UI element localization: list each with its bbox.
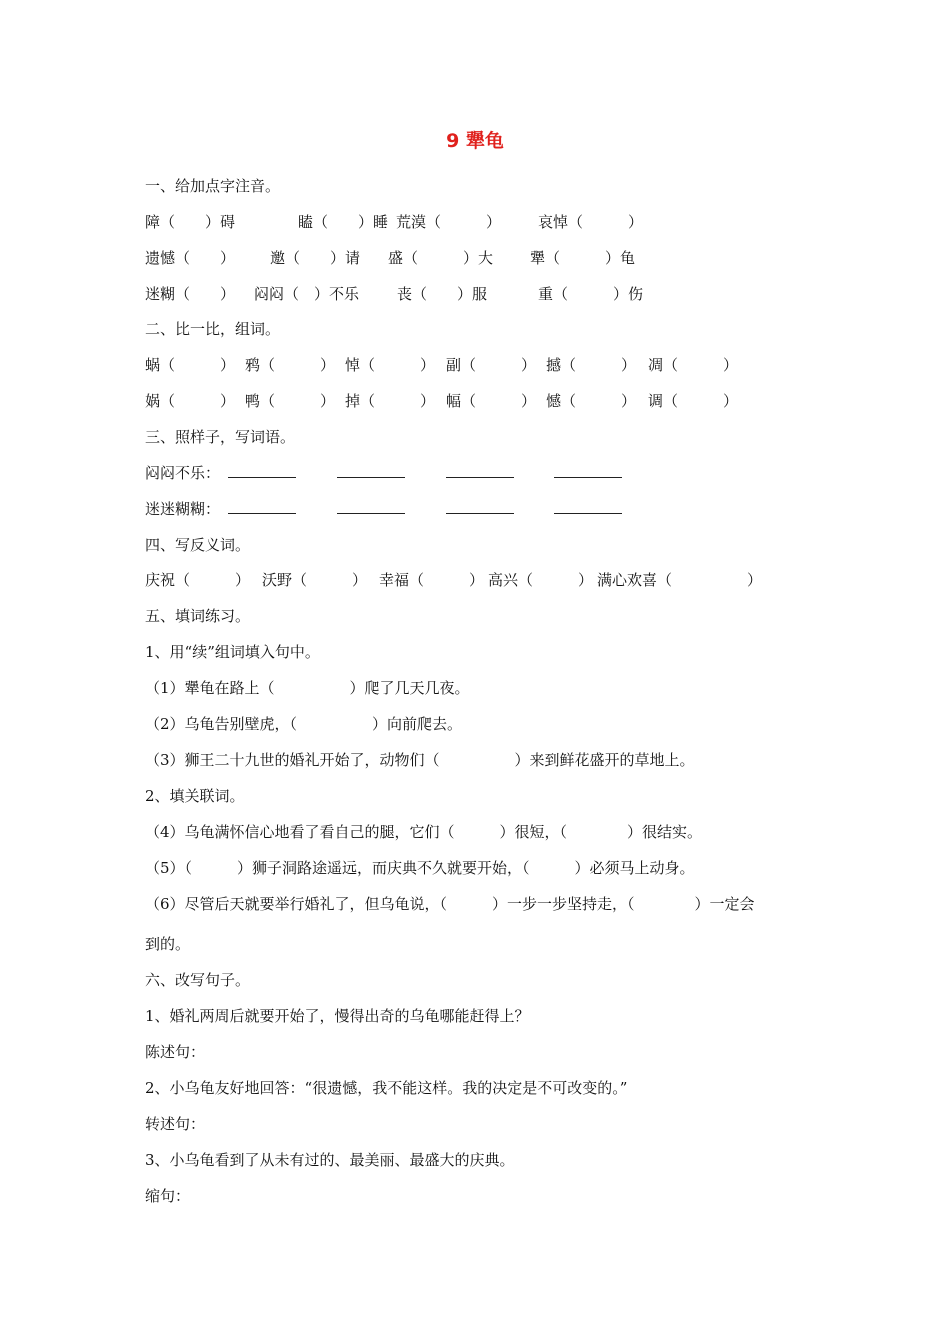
subsection-heading: 2、填关联词。 <box>145 787 245 805</box>
pinyin-item: 闷闷（ ）不乐 <box>254 285 360 303</box>
answer-blank[interactable] <box>337 499 405 514</box>
example-label: 闷闷不乐： <box>145 464 221 482</box>
pinyin-item: 犟（ ）龟 <box>530 249 636 267</box>
answer-blank[interactable] <box>554 463 622 478</box>
question-line: （6）尽管后天就要举行婚礼了，但乌龟说，（ ）一步一步坚持走，（ ）一定会 <box>145 895 755 913</box>
answer-label: 陈述句： <box>145 1043 206 1061</box>
pinyin-item: 瞌（ ）睡 <box>298 213 389 231</box>
compare-item: 副（ ） <box>446 356 537 374</box>
compare-item: 悼（ ） <box>345 356 436 374</box>
section-1-heading: 一、给加点字注音。 <box>145 177 281 195</box>
answer-blank[interactable] <box>554 499 622 514</box>
answer-blank[interactable] <box>446 463 514 478</box>
answer-blank[interactable] <box>446 499 514 514</box>
answer-blank[interactable] <box>228 463 296 478</box>
pinyin-item: 迷糊（ ） <box>145 285 236 303</box>
compare-item: 幅（ ） <box>446 392 537 410</box>
pinyin-item: 障（ ）碍 <box>145 213 236 231</box>
compare-item: 鸭（ ） <box>245 392 336 410</box>
question-line: （2）乌龟告别壁虎，（ ）向前爬去。 <box>145 715 463 733</box>
section-3-heading: 三、照样子，写词语。 <box>145 428 296 446</box>
question-line: 2、小乌龟友好地回答：“很遗憾，我不能这样。我的决定是不可改变的。” <box>145 1079 628 1097</box>
question-line: （3）狮王二十九世的婚礼开始了，动物们（ ）来到鲜花盛开的草地上。 <box>145 751 695 769</box>
compare-item: 撼（ ） <box>546 356 637 374</box>
compare-item: 凋（ ） <box>648 356 739 374</box>
question-line: （4）乌龟满怀信心地看了看自己的腿，它们（ ）很短，（ ）很结实。 <box>145 823 703 841</box>
antonym-item: 满心欢喜（ ） <box>597 571 763 589</box>
pinyin-item: 邀（ ）请 <box>270 249 361 267</box>
pinyin-item: 丧（ ）服 <box>397 285 488 303</box>
example-label: 迷迷糊糊： <box>145 500 221 518</box>
compare-item: 鸦（ ） <box>245 356 336 374</box>
section-6-heading: 六、改写句子。 <box>145 971 251 989</box>
compare-item: 蜗（ ） <box>145 356 236 374</box>
answer-blank[interactable] <box>228 499 296 514</box>
pinyin-item: 遗憾（ ） <box>145 249 236 267</box>
question-line-cont: 到的。 <box>145 935 191 953</box>
compare-item: 娲（ ） <box>145 392 236 410</box>
section-2-heading: 二、比一比，组词。 <box>145 320 281 338</box>
pinyin-item: 荒漠（ ） <box>396 213 502 231</box>
subsection-heading: 1、用“续”组词填入句中。 <box>145 643 320 661</box>
question-line: （5）（ ）狮子洞路途遥远，而庆典不久就要开始，（ ）必须马上动身。 <box>145 859 695 877</box>
antonym-item: 幸福（ ） <box>379 571 485 589</box>
pinyin-item: 盛（ ）大 <box>388 249 494 267</box>
section-4-heading: 四、写反义词。 <box>145 536 251 554</box>
page-title: 9 犟龟 <box>446 130 504 152</box>
answer-label: 缩句： <box>145 1187 191 1205</box>
antonym-item: 沃野（ ） <box>262 571 368 589</box>
pinyin-item: 重（ ）伤 <box>538 285 644 303</box>
compare-item: 憾（ ） <box>546 392 637 410</box>
question-line: 3、小乌龟看到了从未有过的、最美丽、最盛大的庆典。 <box>145 1151 515 1169</box>
antonym-item: 高兴（ ） <box>488 571 594 589</box>
question-line: （1）犟龟在路上（ ）爬了几天几夜。 <box>145 679 470 697</box>
compare-item: 调（ ） <box>648 392 739 410</box>
pinyin-item: 哀悼（ ） <box>538 213 644 231</box>
section-5-heading: 五、填词练习。 <box>145 607 251 625</box>
question-line: 1、婚礼两周后就要开始了，慢得出奇的乌龟哪能赶得上？ <box>145 1007 530 1025</box>
answer-blank[interactable] <box>337 463 405 478</box>
answer-label: 转述句： <box>145 1115 206 1133</box>
antonym-item: 庆祝（ ） <box>145 571 251 589</box>
compare-item: 掉（ ） <box>345 392 436 410</box>
